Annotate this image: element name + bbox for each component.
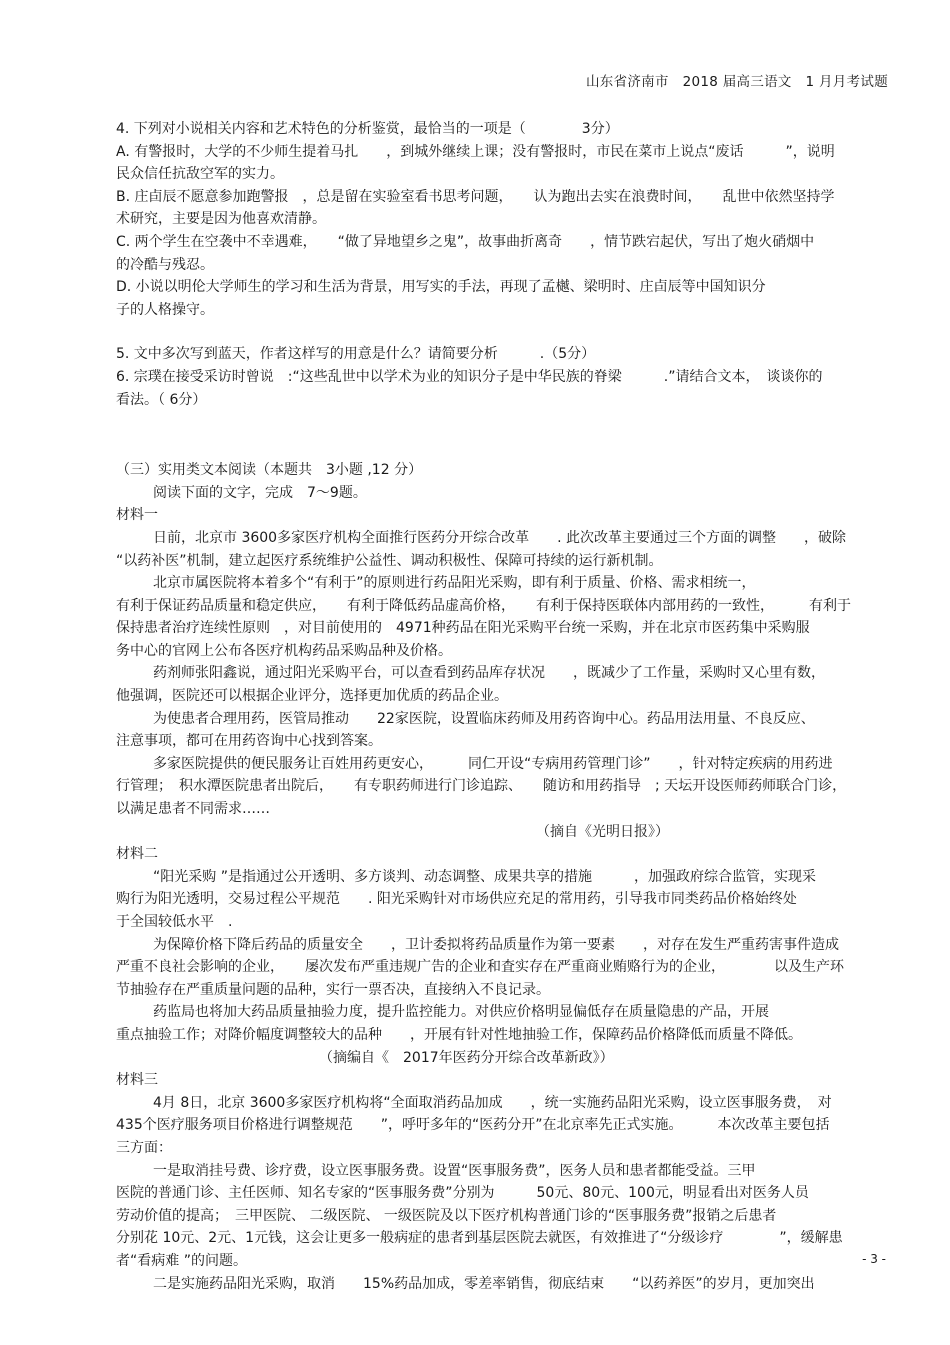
question-line: 看法。（ 6分）: [116, 391, 207, 408]
paragraph-line: 药监局也将加大药品质量抽验力度，提升监控能力。对供应价格明显偏低存在质量隐患的产品，开展: [153, 1004, 769, 1021]
material-title: 材料一: [116, 507, 158, 524]
question-line: 4. 下列对小说相关内容和艺术特色的分析鉴赏，最恰当的一项是（ 3分）: [116, 121, 619, 137]
paragraph-line: 注意事项，都可在用药咨询中心找到答案。: [116, 733, 382, 750]
paragraph-line: 北京市属医院将本着多个“有利于”的原则进行药品阳光采购，即有利于质量、价格、需求相统一，: [153, 575, 756, 592]
question-line: 6. 宗璞在接受采访时曾说 :“这些乱世中以学术为业的知识分子是中华民族的脊梁 .”请结合文本， 谈谈你的: [116, 368, 823, 385]
paragraph-line: 二是实施药品阳光采购，取消 15%药品加成，零差率销售，彻底结束 “以药养医”的岁月，更加突出: [153, 1275, 815, 1292]
page-header: 山东省济南市 2018 届高三语文 1 月月考试题: [585, 74, 888, 90]
paragraph-line: 药剂师张阳鑫说，通过阳光采购平台，可以查看到药品库存状况 ，既减少了工作量，采购时又心里有数，: [153, 665, 825, 682]
material-title: 材料二: [116, 846, 158, 863]
paragraph-line: 者“看病难 ”的问题。: [116, 1252, 247, 1269]
paragraph-line: 劳动价值的提高； 三甲医院、 二级医院、 一级医院及以下医疗机构普通门诊的“医事服务费”报销之后患者: [116, 1207, 777, 1224]
source-citation: （摘编自《 2017年医药分开综合改革新政》）: [319, 1049, 614, 1066]
paragraph-line: 购行为阳光透明，交易过程公平规范 . 阳光采购针对市场供应充足的常用药，引导我市同类药品价格始终处: [116, 891, 797, 908]
paragraph-line: 分别花 10元、2元、1元钱，这会让更多一般病症的患者到基层医院去就医，有效推进了“分级诊疗 ”，缓解患: [116, 1230, 843, 1247]
paragraph-line: 有利于保证药品质量和稳定供应， 有利于降低药品虚高价格， 有利于保持医联体内部用药的一致性， 有利于: [116, 597, 851, 614]
question-line: 子的人格操守。: [116, 301, 214, 318]
question-line: A. 有警报时，大学的不少师生提着马扎 ，到城外继续上课；没有警报时，市民在菜市上说点“废话 ”，说明: [116, 143, 835, 160]
paragraph-line: 一是取消挂号费、诊疗费，设立医事服务费。设置“医事服务费”，医务人员和患者都能受益。三甲: [153, 1162, 756, 1179]
material-3: [116, 1069, 888, 1295]
paragraph-line: 行管理； 积水潭医院患者出院后， 有专职药师进行门诊追踪、 随访和用药指导 ; 天坛开设医师药师联合门诊，: [116, 778, 847, 795]
question-line: 5. 文中多次写到蓝天，作者这样写的用意是什么？请简要分析 .（5分）: [116, 346, 596, 363]
document-body: [116, 118, 888, 1295]
paragraph-line: 日前，北京市 3600多家医疗机构全面推行医药分开综合改革 . 此次改革主要通过三个方面的调整 ，破除: [153, 529, 846, 546]
paragraph-line: 于全国较低水平 .: [116, 914, 233, 930]
source-citation: （摘自《光明日报》）: [536, 823, 669, 840]
paragraph-line: 435个医疗服务项目价格进行调整规范 ”，呼吁多年的“医药分开”在北京率先正式实施。 本次改革主要包括: [116, 1117, 830, 1134]
paragraph-line: 多家医院提供的便民服务让百姓用药更安心， 同仁开设“专病用药管理门诊” ，针对特定疾病的用药进: [153, 755, 833, 772]
paragraph-line: 为保障价格下降后药品的质量安全 ，卫计委拟将药品质量作为第一要素 ，对存在发生严重药害事件造成: [153, 936, 839, 953]
material-1: [116, 504, 888, 843]
question-line: B. 庄卣辰不愿意参加跑警报 ，总是留在实验室看书思考问题， 认为跑出去实在浪费时间， 乱世中依然坚持学: [116, 188, 835, 205]
question-line: 的冷酷与残忍。: [116, 256, 214, 273]
spacer: [116, 321, 888, 343]
paragraph-line: 医院的普通门诊、主任医师、知名专家的“医事服务费”分别为 50元、80元、100元，明显看出对医务人员: [116, 1185, 809, 1202]
spacer: [116, 411, 888, 459]
paragraph-line: 严重不良社会影响的企业， 屡次发布严重违规广告的企业和査实存在严重商业贿赂行为的企业， 以及生产环: [116, 959, 844, 976]
paragraph-line: “以药补医”机制，建立起医疗系统维护公益性、调动积极性、保障可持续的运行新机制。: [116, 552, 663, 569]
question-4: [116, 118, 888, 321]
material-2: [116, 843, 888, 1069]
section-instruction: 阅读下面的文字，完成 7～9题。: [153, 484, 367, 501]
question-line: C. 两个学生在空袭中不幸遇难， “做了异地望乡之鬼”，故事曲折离奇 ，情节跌宕起伏，写出了炮火硝烟中: [116, 233, 815, 250]
question-line: 术研究，主要是因为他喜欢清静。: [116, 211, 326, 228]
paragraph-line: 他强调，医院还可以根据企业评分，选择更加优质的药品企业。: [116, 688, 508, 705]
question-line: D. 小说以明伦大学师生的学习和生活为背景，用写实的手法，再现了孟樾、梁明时、庄卣辰等中国知识分: [116, 279, 766, 296]
paragraph-line: 务中心的官网上公布各医疗机构药品采购品种及价格。: [116, 642, 452, 659]
paragraph-line: 节抽验存在严重质量问题的品种，实行一票否决，直接纳入不良记录。: [116, 981, 550, 998]
paragraph-line: 以满足患者不同需求……: [116, 801, 270, 818]
section-heading: （三）实用类文本阅读（本题共 3小题 ,12 分）: [116, 462, 423, 479]
material-title: 材料三: [116, 1072, 158, 1089]
paragraph-line: 三方面：: [116, 1139, 172, 1156]
paragraph-line: 保持患者治疗连续性原则 ，对目前使用的 4971种药品在阳光采购平台统一采购，并在北京市医药集中采购服: [116, 620, 810, 637]
questions-5-6: [116, 343, 888, 411]
page-number: - 3 -: [862, 1252, 886, 1266]
paragraph-line: “阳光采购 ”是指通过公开透明、多方谈判、动态调整、成果共享的措施 ，加强政府综合监管，实现采: [153, 868, 816, 885]
paragraph-line: 4月 8日，北京 3600多家医疗机构将“全面取消药品加成 ，统一实施药品阳光采购，设立医事服务费， 对: [153, 1094, 832, 1111]
paragraph-line: 重点抽验工作；对降价幅度调整较大的品种 ，开展有针对性地抽验工作，保障药品价格降低而质量不降低。: [116, 1026, 802, 1043]
section-3-intro: [116, 459, 888, 504]
question-line: 民众信任抗敌空军的实力。: [116, 166, 284, 183]
paragraph-line: 为使患者合理用药，医管局推动 22家医院，设置临床药师及用药咨询中心。药品用法用量、不良反应、: [153, 710, 815, 727]
